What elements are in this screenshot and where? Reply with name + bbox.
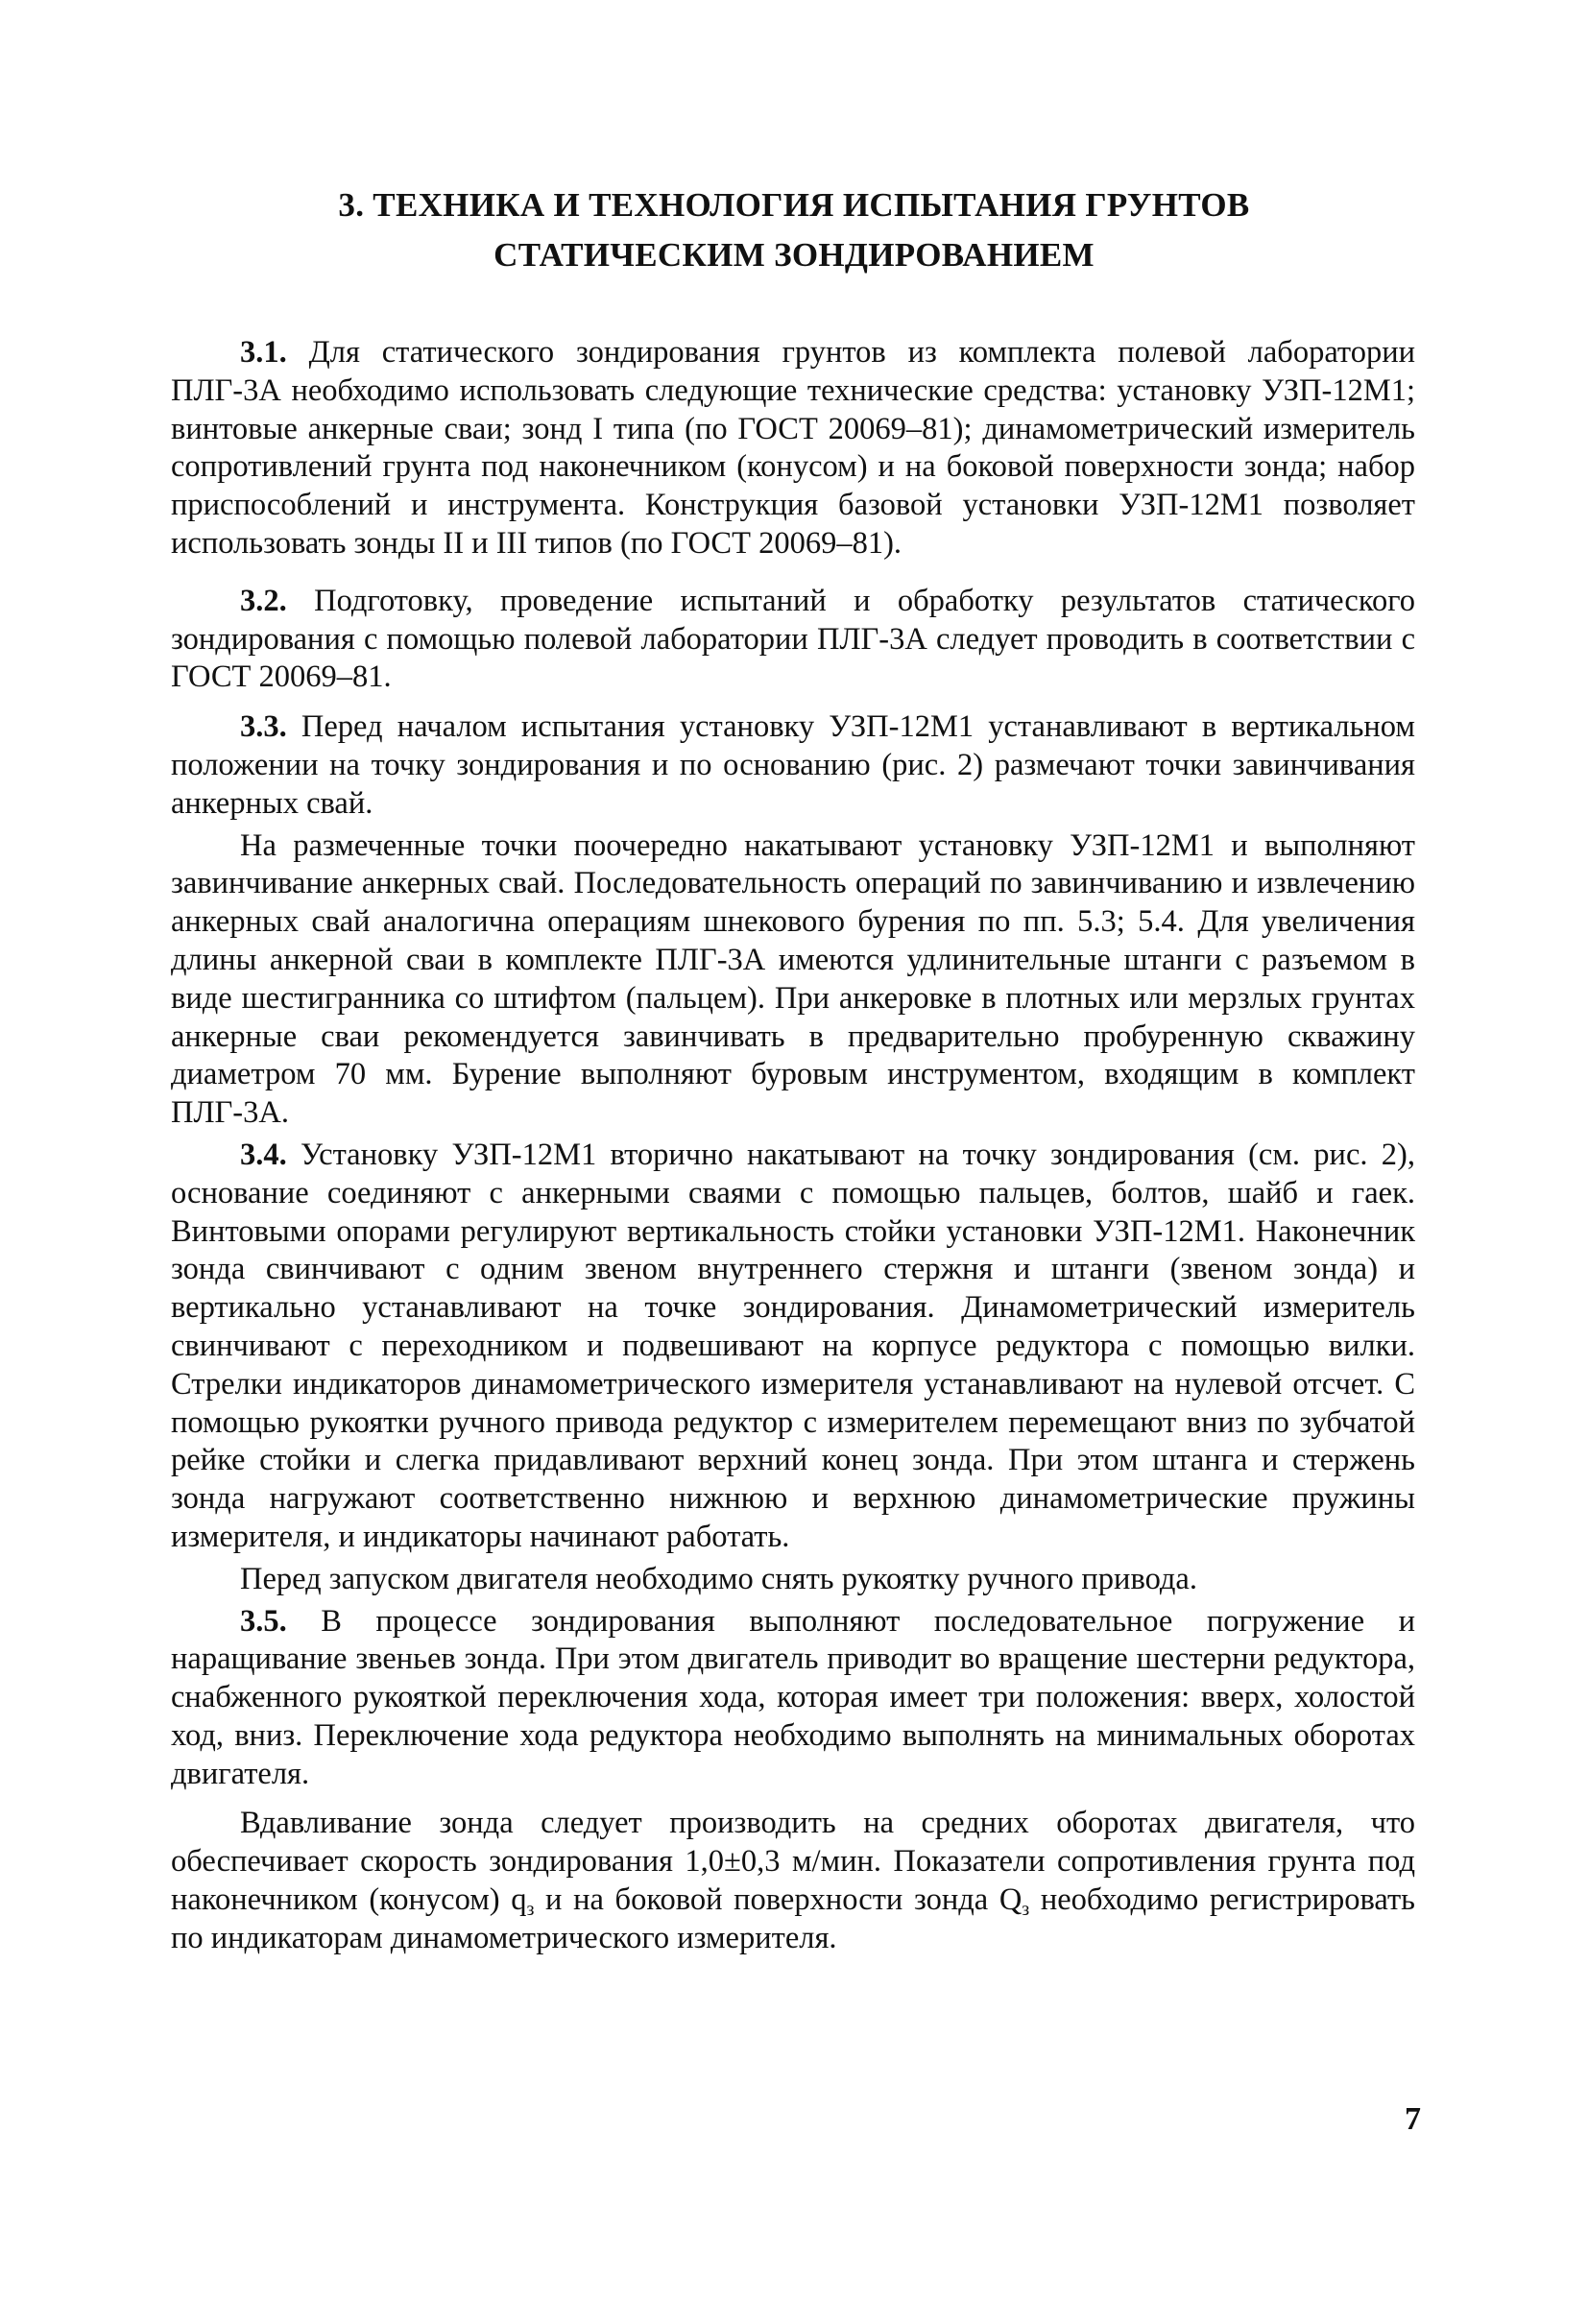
- paragraph-text: Установку УЗП-12М1 вторично накатывают на точку зондирования (см. рис. 2), основание соединяют с анкерными сваями с помощью пальцев, болтов, шайб и гаек. Винтовыми опорами регулируют вертикальность стойки установки УЗП-12М1. Наконечник зонда свинчивают с одним звеном внутреннего стержня и штанги (звеном зонда) и вертикально устанавливают на точке зондирования. Динамометрический измеритель свинчивают с переходником и подвешивают на корпусе редуктора с помощью вилки. Стрелки индикаторов динамометрического измерителя устанавливают на нулевой отсчет. С помощью рукоятки ручного привода редуктор с измерителем перемещают вниз по зубчатой рейке стойки и слегка придавливают верхний конец зонда. При этом штанга и стержень зонда нагружают соответственно нижнюю и верхнюю динамометрические пружины измерителя, и индикаторы начинают работать.: [171, 1137, 1415, 1554]
- paragraph-text-part: необходимо регистрировать по индикаторам динамометрического измерителя.: [171, 1882, 1415, 1955]
- paragraph-text-part: и на боковой поверхности зонда Q: [534, 1882, 1023, 1918]
- paragraph-number: 3.2.: [240, 583, 287, 618]
- paragraph-3-5-continued: [171, 1805, 1415, 1957]
- paragraph-text: Для статического зондирования грунтов из комплекта полевой лаборатории ПЛГ-3А необходимо использовать следующие технические средства: установку УЗП-12М1; винтовые анкерные сваи; зонд I типа (по ГОСТ 20069–81); динамометрический измеритель сопротивлений грунта под наконечником (конусом) и на боковой поверхности зонда; набор приспособлений и инструмента. Конструкция базовой установки УЗП-12М1 позволяет использовать зонды II и III типов (по ГОСТ 20069–81).: [171, 335, 1415, 561]
- paragraph-3-3: [171, 708, 1415, 823]
- paragraph-3-4: [171, 1137, 1415, 1557]
- paragraph-number: 3.4.: [240, 1137, 287, 1172]
- subscript: з: [526, 1899, 535, 1921]
- paragraph-number: 3.5.: [240, 1603, 287, 1639]
- paragraph-text: Перед началом испытания установку УЗП-12М1 устанавливают в вертикальном положении на точку зондирования и по основанию (рис. 2) размечают точки завинчивания анкерных свай.: [171, 709, 1415, 821]
- paragraph-3-3-continued: На размеченные точки поочередно накатывают установку УЗП-12М1 и выполняют завинчивание анкерных свай. Последовательность операций по завинчиванию и извлечению анкерных свай аналогична операциям шнекового бурения по пп. 5.3; 5.4. Для увеличения длины анкерной сваи в комплекте ПЛГ-3А имеются удлинительные штанги с разъемом в виде шестигранника со штифтом (пальцем). При анкеровке в плотных или мерзлых грунтах анкерные сваи рекомендуется завинчивать в предварительно пробуренную скважину диаметром 70 мм. Бурение выполняют буровым инструментом, входящим в комплект ПЛГ-3А.: [171, 827, 1415, 1131]
- paragraph-text: В процессе зондирования выполняют последовательное погружение и наращивание звеньев зонда. При этом двигатель приводит во вращение шестерни редуктора, снабженного рукояткой переключения хода, которая имеет три положения: вверх, холостой ход, вниз. Переключение хода редуктора необходимо выполнять на минимальных оборотах двигателя.: [171, 1603, 1415, 1791]
- subscript: з: [1022, 1899, 1030, 1921]
- paragraph-number: 3.1.: [240, 335, 287, 370]
- paragraph-3-5: [171, 1603, 1415, 1794]
- paragraph-text-part: Вдавливание зонда следует производить на средних оборотах двигателя, что обеспечивает скорость зондирования 1,0±0,3 м/мин. Показатели сопротивления грунта под наконечником (конусом) q: [171, 1806, 1415, 1918]
- section-title-line-2: СТАТИЧЕСКИМ ЗОНДИРОВАНИЕМ: [493, 236, 1095, 274]
- page-number: 7: [1405, 2101, 1421, 2137]
- paragraph-3-2: [171, 583, 1415, 697]
- paragraph-text: Подготовку, проведение испытаний и обработку результатов статического зондирования с помощью полевой лаборатории ПЛГ-3А следует проводить в соответствии с ГОСТ 20069–81.: [171, 583, 1415, 695]
- paragraph-3-1: [171, 334, 1415, 563]
- section-title-line-1: 3. ТЕХНИКА И ТЕХНОЛОГИЯ ИСПЫТАНИЯ ГРУНТОВ: [338, 186, 1250, 224]
- paragraph-3-4-note: Перед запуском двигателя необходимо снять рукоятку ручного привода.: [240, 1561, 1197, 1596]
- paragraph-number: 3.3.: [240, 709, 287, 745]
- body-text: [171, 334, 1415, 1958]
